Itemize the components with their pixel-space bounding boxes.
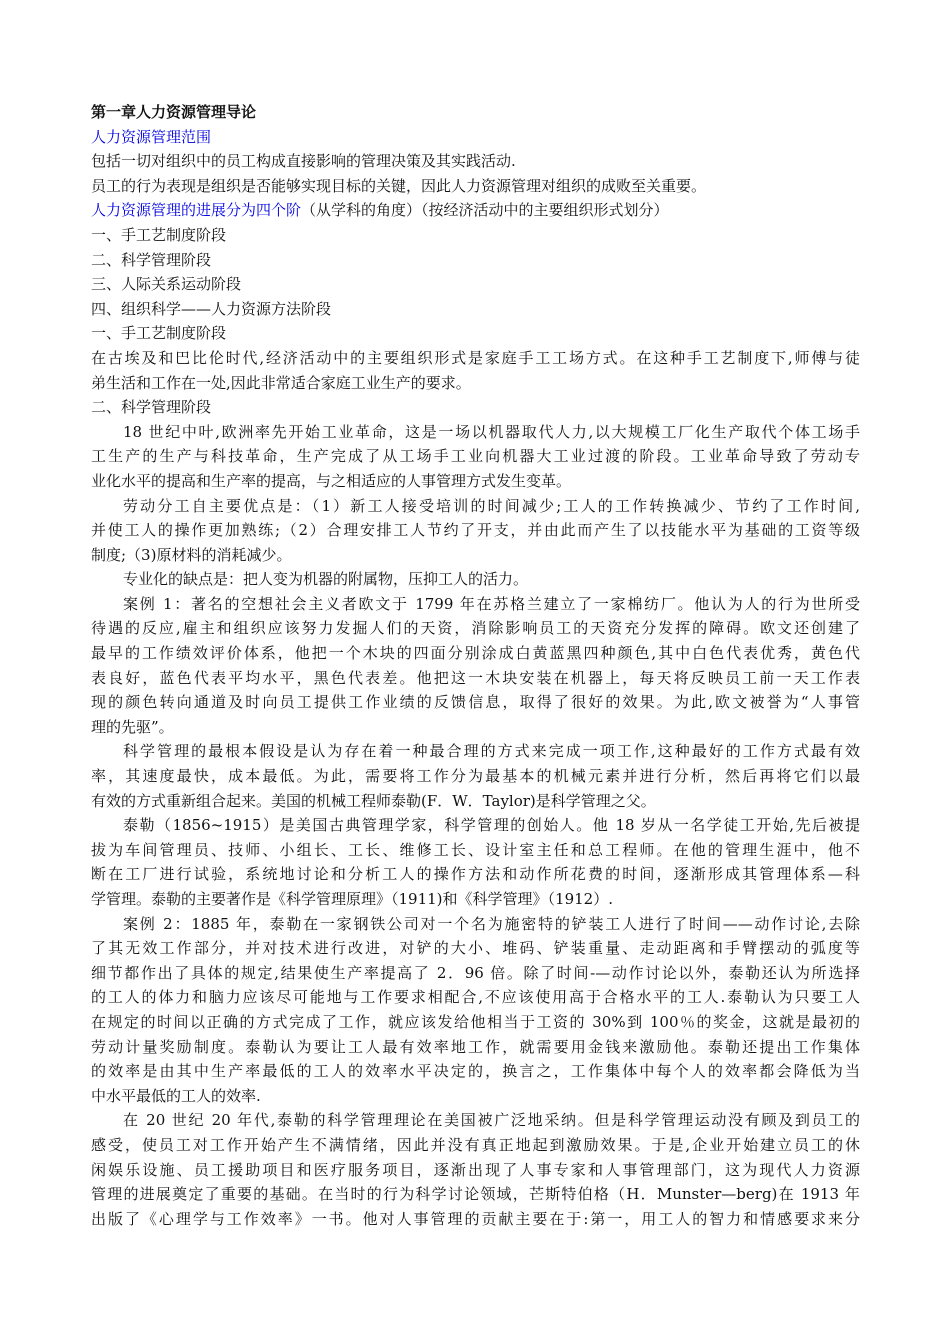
paragraph-line: 的工人的体力和脑力应该尽可能地与工作要求相配合,不应该使用高于合格水平的工人.泰勒认为只要工人 [91, 988, 860, 1007]
paragraph-line: 出版了《心理学与工作效率》一书。他对人事管理的贡献主要在于:第一，用工人的智力和情感要求来分 [91, 1209, 860, 1228]
paragraph-line: 案例 1：著名的空想社会主义者欧文于 1799 年在苏格兰建立了一家棉纺厂。他认为人的行为世所受 [123, 594, 860, 613]
paragraph-line: 最早的工作绩效评价体系，他把一个木块的四面分别涂成白黄蓝黑四种颜色,其中白色代表优秀，黄色代 [91, 644, 860, 663]
paragraph-line: 在 20 世纪 20 年代,泰勒的科学管理理论在美国被广泛地采纳。但是科学管理运动没有顾及到员工的 [123, 1111, 860, 1130]
stage-item-4: 四、组织科学——人力资源方法阶段 [91, 299, 332, 318]
paragraph-line: 18 世纪中叶,欧洲率先开始工业革命，这是一场以机器取代人力,以大规模工厂化生产取代个体工场手 [123, 422, 860, 441]
scope-heading: 人力资源管理范围 [91, 127, 212, 146]
paragraph-line: 学管理。泰勒的主要著作是《科学管理原理》（1911)和《科学管理》（1912）. [91, 890, 613, 908]
paragraph-line: 泰勒（1856~1915）是美国古典管理学家，科学管理的创始人。他 18 岁从一名学徒工开始,先后被提 [123, 816, 860, 835]
paragraph-line: 劳动计量奖励制度。泰勒认为要让工人最有效率地工作，就需要用金钱来激励他。泰勒还提出工作集体 [91, 1037, 860, 1056]
paragraph-line: 在规定的时间以正确的方式完成了工作，就应该发给他相当于工资的 30%到 100％的奖金，这就是最初的 [91, 1012, 860, 1031]
paragraph-line: 感受，使员工对工作开始产生不满情绪，因此并没有真正地起到激励效果。于是,企业开始建立员工的休 [91, 1135, 860, 1154]
paragraph-line: 的效率是由其中生产率最低的工人的效率水平决定的，换言之，工作集体中每个人的效率都会降低为当 [91, 1062, 860, 1081]
section-1-line: 在古埃及和巴比伦时代,经济活动中的主要组织形式是家庭手工工场方式。在这种手工艺制度下,师傅与徒 [91, 348, 860, 367]
paragraph-line: 断在工厂进行试验，系统地讨论和分析工人的操作方法和动作所花费的时间，逐渐形成其管理体系—科 [91, 865, 860, 884]
paragraph-line: 现的颜色转向通道及时向员工提供工作业绩的反馈信息，取得了很好的效果。为此,欧文被誉为“人事管 [91, 693, 860, 712]
paragraph-line: 专业化的缺点是：把人变为机器的附属物，压抑工人的活力。 [123, 570, 529, 589]
chapter-title: 第一章人力资源管理导论 [91, 103, 257, 121]
paragraph-line: 管理的进展奠定了重要的基础。在当时的行为科学讨论领域，芒斯特伯格（H．Munster—berg)在 1913 年 [91, 1185, 860, 1204]
stages-heading [91, 198, 860, 223]
paragraph-line: 科学管理的最根本假设是认为存在着一种最合理的方式来完成一项工作,这种最好的工作方式最有效 [123, 742, 860, 761]
paragraph-line: 拔为车间管理员、技师、小组长、工长、维修工长、设计室主任和总工程师。在他的管理生涯中，他不 [91, 840, 860, 859]
section-1-title: 一、手工艺制度阶段 [91, 324, 227, 343]
paragraph-line: 理的先驱”。 [91, 717, 174, 736]
stage-item-2: 二、科学管理阶段 [91, 250, 212, 269]
stages-heading-note: （从学科的角度）（按经济活动中的主要组织形式划分） [301, 201, 669, 220]
paragraph-line: 闲娱乐设施、员工援助项目和医疗服务项目，逐渐出现了人事专家和人事管理部门，这为现代人力资源 [91, 1160, 860, 1179]
section-1-line: 弟生活和工作在一处,因此非常适合家庭工业生产的要求。 [91, 373, 471, 392]
stage-item-1: 一、手工艺制度阶段 [91, 225, 227, 244]
paragraph-line: 并使工人的操作更加熟练;（2）合理安排工人节约了开支，并由此而产生了以技能水平为基础的工资等级 [91, 521, 860, 540]
scope-paragraph-1: 包括一切对组织中的员工构成直接影响的管理决策及其实践活动. [91, 152, 516, 171]
paragraph-line: 表良好，蓝色代表平均水平，黑色代表差。他把这一木块安装在机器上，每天将反映员工前一天工作表 [91, 668, 860, 687]
paragraph-line: 了其无效工作部分，并对技术进行改进，对铲的大小、堆码、铲装重量、走动距离和手臂摆动的弧度等 [91, 939, 860, 958]
paragraph-line: 业化水平的提高和生产率的提高，与之相适应的人事管理方式发生变革。 [91, 471, 572, 490]
paragraph-line: 率，其速度最快，成本最低。为此，需要将工作分为最基本的机械元素并进行分析，然后再将它们以最 [91, 767, 860, 786]
scope-paragraph-2: 员工的行为表现是组织是否能够实现目标的关键，因此人力资源管理对组织的成败至关重要。 [91, 176, 707, 195]
document-page [91, 100, 860, 1231]
stages-heading-highlight: 人力资源管理的进展分为四个阶 [91, 201, 302, 220]
stage-item-3: 三、人际关系运动阶段 [91, 275, 242, 294]
paragraph-line: 细节都作出了具体的规定,结果使生产率提高了 2．96 倍。除了时间-—动作讨论以外，泰勒还认为所选择 [91, 963, 860, 982]
paragraph-line: 中水平最低的工人的效率. [91, 1086, 261, 1105]
paragraph-line: 待遇的反应,雇主和组织应该努力发掘人们的天资，消除影响员工的天资充分发挥的障碍。欧文还创建了 [91, 619, 860, 638]
paragraph-line: 制度;（3)原材料的消耗减少。 [91, 545, 292, 564]
section-2-title: 二、科学管理阶段 [91, 398, 212, 417]
paragraph-line: 有效的方式重新组合起来。美国的机械工程师泰勒(F．W．Taylor)是科学管理之父。 [91, 791, 656, 810]
paragraph-line: 工生产的生产与科技革命，生产完成了从工场手工业向机器大工业过渡的阶段。工业革命导致了劳动专 [91, 447, 860, 466]
paragraph-line: 劳动分工自主要优点是：（1）新工人接受培训的时间减少;工人的工作转换减少、节约了工作时间, [123, 496, 860, 515]
paragraph-line: 案例 2：1885 年，泰勒在一家钢铁公司对一个名为施密特的铲装工人进行了时间——动作讨论,去除 [123, 914, 860, 933]
